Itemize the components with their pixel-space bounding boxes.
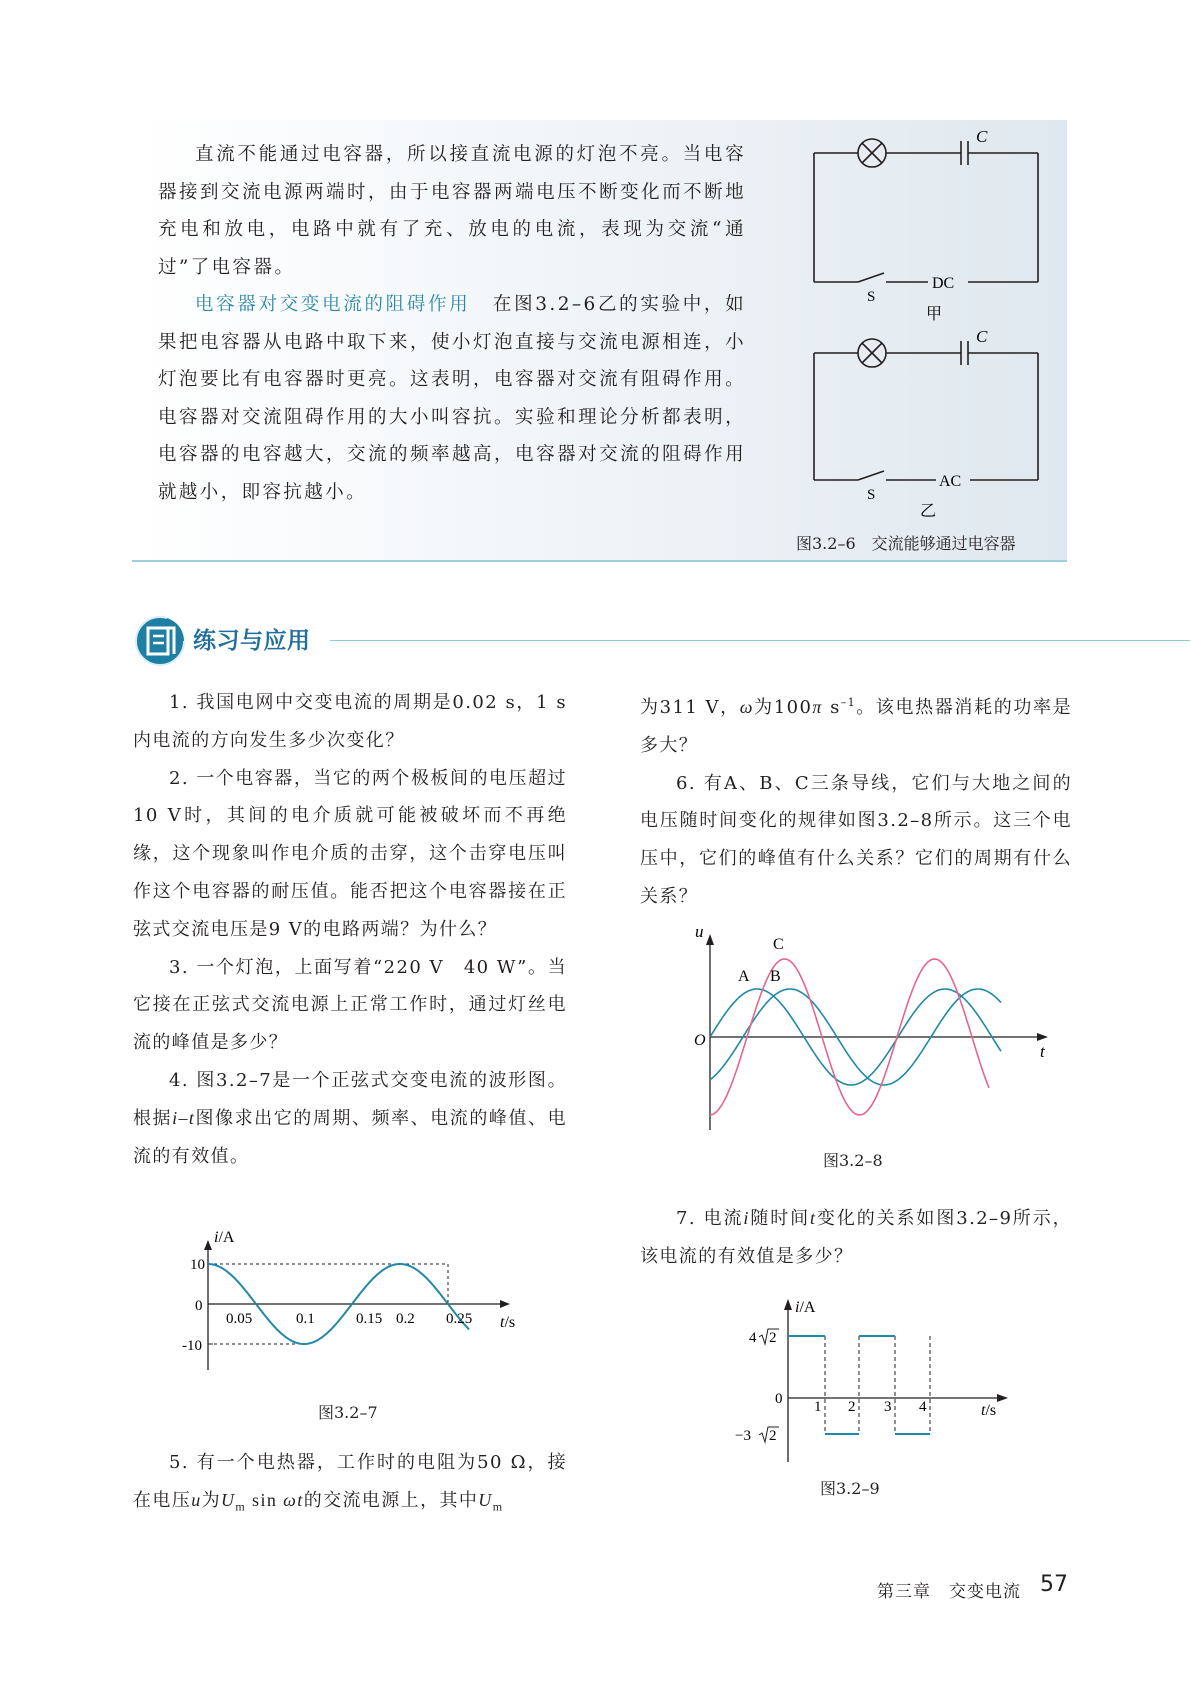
figure-caption-3-2-6: 图3.2–6 交流能够通过电容器 — [796, 534, 1016, 553]
figure-3-2-6 — [800, 125, 1062, 555]
paragraph-dc-capacitor: 直流不能通过电容器，所以接直流电源的灯泡不亮。当电容器接到交流电源两端时，由于电容器两端电压不断变化而不断地充电和放电，电路中就有了充、放电的电流，表现为交流“通过”了电容器。 — [158, 144, 746, 278]
question-2: 2. 一个电容器，当它的两个极板间的电压超过10 V时，其间的电介质就可能被破坏而不再绝缘，这个现象叫作电介质的击穿，这个击穿电压叫作这个电容器的耐压值。能否把这个电容器接在正弦式交流电压是9 V的电路两端？为什么？ — [133, 767, 567, 940]
switch-label-s: S — [867, 487, 876, 503]
tick-y-0: 0 — [195, 1298, 203, 1314]
tick-x-0.2: 0.2 — [396, 1311, 415, 1327]
question-6: 6. 有A、B、C三条导线，它们与大地之间的电压随时间变化的规律如图3.2–8所示。这三个电压中，它们的峰值有什么关系？它们的周期有什么关系？ — [640, 772, 1072, 907]
svg-text:−3: −3 — [735, 1428, 751, 1444]
tick-x-1: 1 — [814, 1399, 822, 1415]
x-axis-label: t/s — [981, 1402, 997, 1419]
tick-x-0.05: 0.05 — [226, 1311, 253, 1327]
left-column — [133, 684, 567, 1175]
svg-text:4: 4 — [749, 1330, 757, 1346]
source-label-dc: DC — [932, 275, 955, 292]
sublabel-jia: 甲 — [926, 306, 943, 323]
y-axis-label: i/A — [214, 1230, 235, 1246]
figure-caption-3-2-7: 图3.2–7 — [318, 1403, 378, 1422]
tick-x-0.1: 0.1 — [296, 1311, 315, 1327]
circuit-ac — [814, 339, 1038, 480]
intro-text — [158, 136, 746, 511]
sublabel-yi: 乙 — [920, 503, 937, 520]
section-divider — [330, 640, 1190, 641]
tick-x-0.15: 0.15 — [356, 1311, 383, 1327]
label-b: B — [770, 968, 781, 985]
switch-icon — [858, 273, 884, 282]
chapter-footer: 第三章 交变电流 — [877, 1582, 1021, 1602]
right-column — [640, 684, 1072, 916]
tick-y-pos — [749, 1329, 779, 1346]
source-label-ac: AC — [939, 473, 962, 490]
tick-y-neg10: -10 — [182, 1338, 202, 1354]
question-5-continued: 为311 V，ω为100π $s^{-1}$。该电热器消耗的功率是多大？ — [640, 696, 1072, 756]
paragraph-body: 在图3.2–6乙的实验中，如果把电容器从电路中取下来，使小灯泡直接与交流电源相连，小灯泡要比有电容器时更亮。这表明，电容器对交流有阻碍作用。电容器对交流阻碍作用的大小叫容抗。实验和理论分析都表明，电容器的电容越大，交流的频率越高，电容器对交流的阻碍作用就越小，即容抗越小。 — [158, 294, 747, 503]
question-5-start: 5. 有一个电热器，工作时的电阻为50 Ω，接在电压u为$U_m$ sin ωt的交流电源上，其中$U_m$ — [133, 1452, 567, 1514]
question-3: 3. 一个灯泡，上面写着“220 V 40 W”。当它接在正弦式交流电源上正常工作时，通过灯丝电流的峰值是多少？ — [133, 956, 567, 1054]
question-7: 7. 电流i随时间t变化的关系如图3.2–9所示，该电流的有效值是多少？ — [640, 1208, 1072, 1267]
switch-icon — [858, 471, 884, 480]
y-axis-label-u: u — [695, 925, 704, 941]
figure-3-2-7 — [178, 1230, 528, 1390]
question-1: 1. 我国电网中交变电流的周期是0.02 s，1 s内电流的方向发生多少次变化？ — [133, 692, 567, 751]
figure-caption-3-2-9: 图3.2–9 — [820, 1479, 880, 1498]
origin-label: O — [694, 1032, 706, 1049]
tick-x-4: 4 — [919, 1399, 927, 1415]
tick-y-10: 10 — [190, 1257, 205, 1273]
figure-caption-3-2-8: 图3.2–8 — [823, 1151, 883, 1170]
svg-text:2: 2 — [769, 1428, 777, 1444]
exercise-icon — [134, 615, 186, 667]
svg-text:2: 2 — [769, 1330, 777, 1346]
capacitor-label-c: C — [976, 327, 988, 346]
y-axis-label: i/A — [795, 1299, 816, 1316]
figure-3-2-8 — [690, 925, 1060, 1140]
section-heading-inline: 电容器对交变电流的阻碍作用 — [195, 294, 471, 315]
circuit-dc — [814, 139, 1038, 282]
label-c: C — [773, 936, 784, 953]
tick-y-neg — [735, 1427, 779, 1444]
paragraph-capacitive-reactance — [158, 286, 746, 511]
label-a: A — [738, 968, 750, 985]
x-axis-label-t: t — [1040, 1042, 1045, 1061]
question-4: 4. 图3.2–7是一个正弦式交变电流的波形图。根据i–t图像求出它的周期、频率、电流的峰值、电流的有效值。 — [133, 1069, 567, 1167]
tick-x-3: 3 — [884, 1399, 892, 1415]
tick-x-2: 2 — [848, 1399, 856, 1415]
figure-3-2-9 — [735, 1292, 1015, 1472]
switch-label-s: S — [867, 289, 876, 305]
x-axis-label: t/s — [500, 1314, 516, 1331]
capacitor-label-c: C — [976, 127, 988, 146]
section-title: 练习与应用 — [193, 628, 311, 654]
tick-y-0: 0 — [775, 1391, 783, 1407]
tick-x-0.25: 0.25 — [446, 1311, 473, 1327]
page-number: 57 — [1040, 1572, 1068, 1597]
